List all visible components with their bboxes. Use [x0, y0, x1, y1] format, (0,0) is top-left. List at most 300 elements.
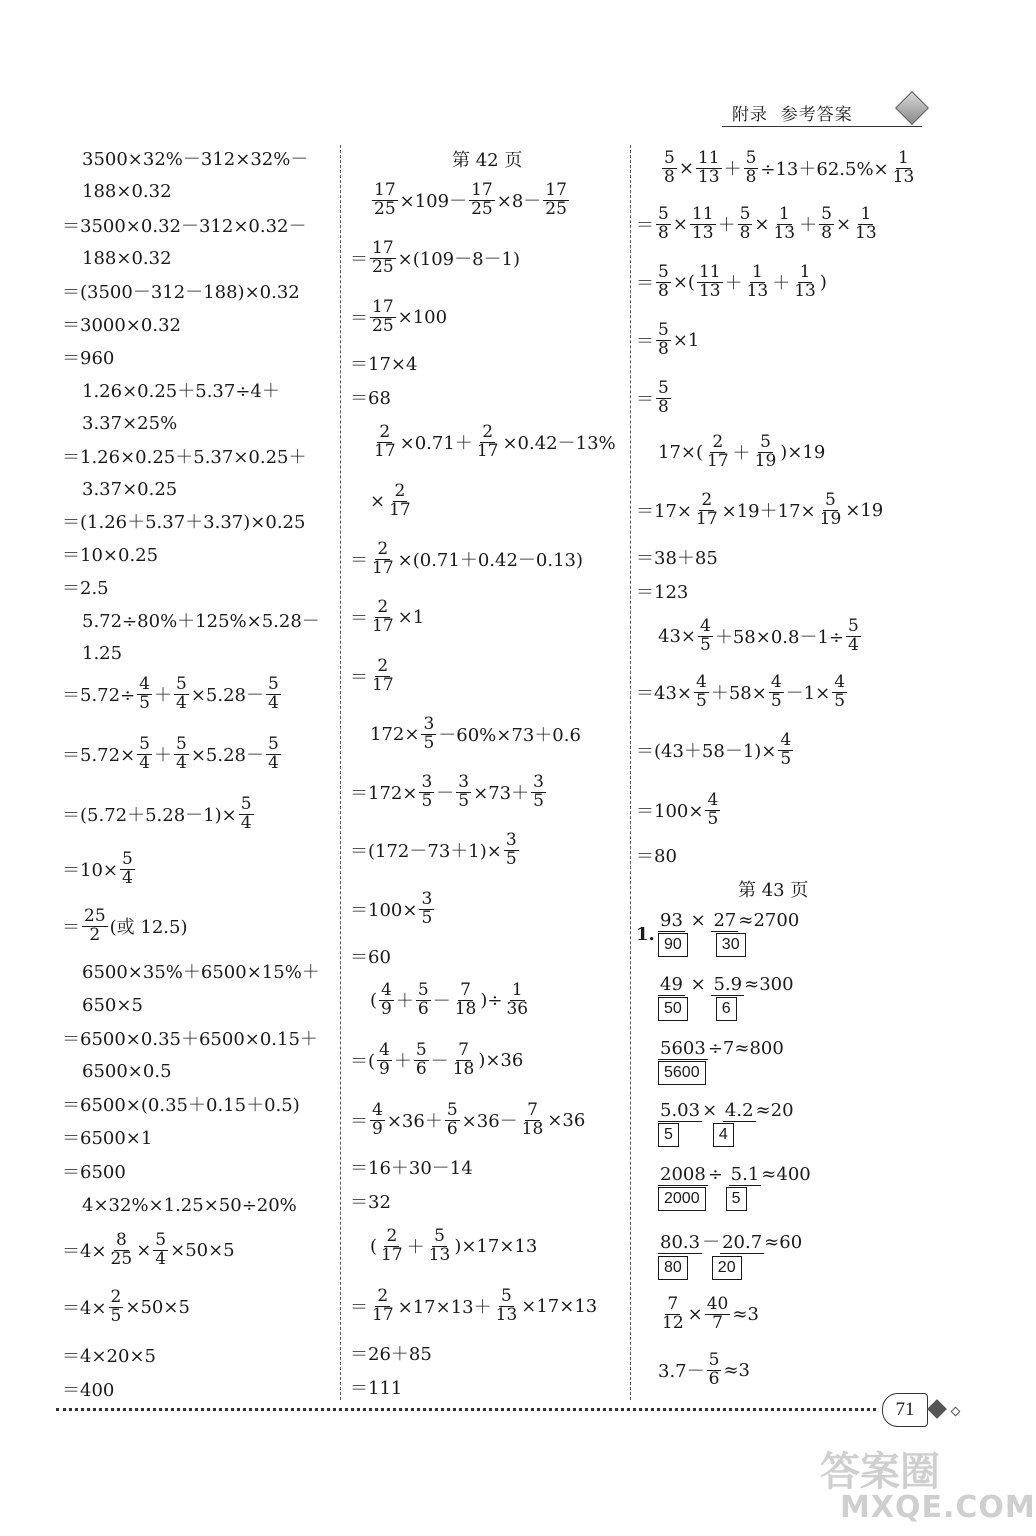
numerator: 4: [834, 671, 846, 692]
text-segment: ＝5.72×: [62, 745, 136, 766]
fraction: [660, 1293, 686, 1333]
operator: ×: [690, 974, 706, 995]
text-segment: ×: [672, 213, 688, 235]
equation-line: [370, 418, 616, 466]
numerator: 5: [501, 1285, 512, 1306]
text-line: ＝111: [350, 1378, 403, 1399]
numerator: 5: [821, 203, 832, 224]
page-number: 71: [882, 1393, 928, 1427]
operand: 20.7: [722, 1232, 763, 1253]
equation-line: [658, 612, 863, 660]
estimate-item: [658, 1228, 802, 1280]
equation-line: [350, 768, 548, 816]
fraction: [662, 147, 677, 187]
equation-line: [658, 428, 825, 476]
numerator: 3: [505, 829, 517, 850]
text-segment: ＝: [350, 550, 368, 571]
equation-line: [370, 710, 581, 758]
numerator: 5: [434, 1225, 445, 1246]
denominator: 5: [696, 690, 707, 711]
text-segment: ×100: [397, 306, 448, 328]
numerator: 4: [379, 1039, 390, 1060]
estimate-box: 5: [658, 1123, 679, 1147]
watermark-url: MXQE.COM: [840, 1490, 1036, 1525]
text-segment: ×109－: [399, 191, 468, 212]
text-segment: ＝(172－73＋1)×: [350, 841, 502, 862]
denominator: 8: [658, 222, 669, 243]
denominator: 17: [374, 440, 396, 461]
watermark-logo: 答案圈: [820, 1449, 940, 1495]
text-segment: )×19: [780, 441, 826, 463]
denominator: 12: [662, 1312, 684, 1333]
text-segment: ＋: [406, 1237, 425, 1258]
text-line: ＝400: [62, 1380, 115, 1401]
numerator: 5: [417, 979, 429, 1000]
fraction: [137, 733, 152, 773]
numerator: 11: [697, 147, 720, 168]
estimate-box: 50: [658, 997, 688, 1021]
text-segment: ＝(5.72＋5.28－1)×: [62, 805, 237, 826]
numerator: 5: [446, 1099, 458, 1120]
equation-line: [636, 726, 795, 774]
result: ≈20: [755, 1100, 794, 1121]
fraction: [738, 203, 753, 243]
text-segment: (: [370, 989, 378, 1011]
estimate-item: [658, 1100, 794, 1147]
text-segment: ≈3: [723, 1359, 751, 1381]
text-segment: ＝: [636, 331, 654, 352]
text-segment: ÷13＋62.5%×: [760, 159, 889, 180]
fraction: [520, 1099, 546, 1139]
fraction: [504, 829, 519, 869]
operand: 49: [660, 974, 683, 995]
fraction: [696, 147, 722, 187]
estimate-item: [658, 1038, 784, 1085]
estimate-box: 2000: [658, 1187, 706, 1211]
text-line: ＝(3500－312－188)×0.32: [62, 282, 300, 303]
operator: ×: [702, 1100, 718, 1121]
denominator: 5: [707, 808, 719, 829]
denominator: 18: [521, 1118, 544, 1139]
numerator: 17: [372, 237, 394, 258]
text-line: ＝26＋85: [350, 1344, 432, 1365]
denominator: 25: [372, 256, 394, 277]
text-segment: ×19＋17×: [721, 501, 816, 522]
text-line: 650×5: [82, 994, 143, 1016]
fraction: [414, 1039, 429, 1079]
denominator: 25: [545, 198, 567, 219]
text-line: 3500×32%－312×32%－: [82, 149, 309, 170]
header-text: 附录 参考答案: [732, 105, 853, 125]
denominator: 2: [89, 924, 101, 945]
fraction: [370, 538, 396, 578]
text-line: ＝6500: [62, 1162, 126, 1183]
text-line: ＝68: [350, 388, 391, 409]
denominator: 5: [139, 692, 150, 713]
equation-line: [62, 902, 188, 950]
page-heading: 第 42 页: [452, 150, 523, 171]
text-line: ＝(1.26＋5.37＋3.37)×0.25: [62, 512, 306, 533]
equation-line: [350, 826, 521, 874]
fraction: [792, 261, 818, 301]
equation-line: [62, 845, 137, 893]
numerator: 1: [799, 261, 811, 282]
denominator: 25: [372, 315, 394, 336]
fraction: [174, 673, 189, 713]
denominator: 6: [708, 1368, 720, 1389]
text-segment: ＋: [154, 685, 172, 706]
question-number: 1.: [636, 924, 655, 945]
equation-line: [62, 1226, 235, 1274]
fraction: [705, 789, 720, 829]
fraction: [370, 296, 396, 336]
text-line: 6500×0.5: [82, 1060, 172, 1082]
fraction: [82, 905, 108, 945]
text-segment: ×73＋: [473, 783, 530, 804]
denominator: 4: [240, 812, 252, 833]
text-line: 5.72÷80%＋125%×5.28－: [82, 611, 320, 632]
numerator: 3: [423, 713, 435, 734]
fraction: [690, 203, 716, 243]
fraction: [109, 1286, 124, 1326]
column-1: [0, 0, 340, 1536]
fraction: [656, 377, 671, 417]
numerator: 5: [122, 848, 133, 869]
numerator: 4: [700, 615, 711, 636]
numerator: 5: [658, 261, 669, 282]
fraction: [504, 979, 530, 1019]
equation-line: [636, 316, 699, 364]
numerator: 5: [658, 203, 669, 224]
equation-line: [350, 885, 436, 933]
denominator: 8: [658, 396, 669, 417]
operand: 5603: [660, 1038, 706, 1059]
numerator: 25: [84, 905, 106, 926]
numerator: 2: [377, 1285, 389, 1306]
numerator: 1: [898, 147, 909, 168]
numerator: 4: [696, 671, 707, 692]
text-segment: ＝: [636, 273, 654, 294]
numerator: 40: [706, 1293, 729, 1314]
denominator: 4: [847, 634, 859, 655]
equation-line: [636, 668, 849, 716]
fraction: [753, 431, 779, 471]
text-segment: ＝: [350, 667, 368, 688]
text-line: ＝60: [350, 947, 391, 968]
numerator: 1: [778, 203, 790, 224]
numerator: 5: [745, 147, 757, 168]
numerator: 11: [698, 261, 721, 282]
fraction: [416, 979, 431, 1019]
text-line: ＝6500×1: [62, 1128, 153, 1149]
fraction: [832, 671, 847, 711]
equation-line: [350, 652, 398, 700]
denominator: 4: [155, 1248, 167, 1269]
denominator: 7: [712, 1312, 723, 1333]
text-segment: ×8－: [496, 191, 542, 212]
estimate-box: 90: [658, 933, 688, 957]
denominator: 5: [421, 790, 433, 811]
text-segment: ＝: [62, 917, 80, 938]
text-segment: ＝(43＋58－1)×: [636, 741, 777, 762]
text-segment: ×1: [672, 329, 700, 351]
text-segment: ×50×5: [170, 1239, 235, 1261]
numerator: 3: [458, 771, 470, 792]
text-segment: (: [370, 1235, 378, 1257]
text-segment: ＋: [799, 215, 818, 236]
numerator: 1: [860, 203, 872, 224]
numerator: 2: [712, 431, 724, 452]
fraction: [891, 147, 917, 187]
numerator: 5: [664, 147, 675, 168]
result: ≈800: [734, 1038, 784, 1059]
denominator: 25: [374, 198, 396, 219]
equation-line: [62, 1283, 190, 1331]
fraction: [769, 671, 784, 711]
text-line: 1.26×0.25＋5.37÷4＋: [82, 381, 280, 402]
fraction: [543, 179, 569, 219]
text-segment: －1×: [785, 683, 831, 704]
numerator: 3: [533, 771, 544, 792]
numerator: 5: [658, 377, 669, 398]
text-segment: 43×: [658, 625, 696, 647]
numerator: 8: [115, 1229, 127, 1250]
text-segment: ＝100×: [636, 801, 704, 822]
denominator: 13: [691, 222, 714, 243]
operand: 27: [713, 910, 737, 931]
fraction: [694, 671, 709, 711]
denominator: 5: [421, 907, 433, 928]
text-line: 3.37×0.25: [82, 478, 178, 500]
estimate-box: 30: [716, 933, 746, 957]
text-line: ＝3000×0.32: [62, 315, 181, 336]
text-segment: ≈3: [732, 1303, 759, 1325]
equation-line: [636, 486, 883, 534]
equation-line: [636, 374, 673, 422]
text-segment: ＝100×: [350, 900, 418, 921]
text-segment: (或 12.5): [109, 917, 188, 938]
footer-diamond-icon: [927, 1399, 947, 1419]
column-2: [340, 0, 630, 1536]
fraction: [819, 203, 834, 243]
equation-line: [370, 477, 415, 525]
fraction: [419, 771, 434, 811]
denominator: 8: [658, 280, 669, 301]
equation-line: [350, 293, 447, 341]
fraction: [370, 655, 396, 695]
fraction: [372, 421, 398, 461]
denominator: 17: [372, 674, 394, 695]
text-segment: )×36: [478, 1049, 524, 1071]
denominator: 8: [739, 222, 751, 243]
result: ≈300: [744, 974, 794, 995]
text-segment: ×(109－8－1): [397, 249, 521, 270]
operator: －: [702, 1232, 721, 1253]
numerator: 5: [268, 733, 279, 754]
equation-line: [658, 1346, 750, 1394]
text-segment: ＋: [732, 443, 751, 464]
text-segment: )×17×13: [454, 1235, 538, 1257]
text-segment: ×36: [547, 1109, 586, 1131]
numerator: 2: [379, 421, 391, 442]
denominator: 13: [794, 280, 816, 301]
denominator: 13: [892, 166, 915, 187]
denominator: 6: [446, 1118, 458, 1139]
fraction: [846, 615, 861, 655]
fraction: [174, 733, 189, 773]
estimate-box: 5: [726, 1187, 747, 1211]
numerator: 2: [377, 596, 389, 617]
fraction: [137, 673, 152, 713]
text-segment: ): [819, 271, 827, 293]
text-segment: ＝: [636, 389, 654, 410]
text-line: ＝6500×0.35＋6500×0.15＋: [62, 1029, 318, 1050]
fraction: [531, 771, 546, 811]
denominator: 9: [381, 998, 392, 1019]
fraction: [707, 1349, 722, 1389]
fraction: [656, 203, 671, 243]
fraction: [451, 1039, 477, 1079]
denominator: 17: [696, 508, 718, 529]
numerator: 3: [421, 771, 433, 792]
numerator: 5: [176, 733, 187, 754]
estimate-item: [658, 1164, 811, 1211]
page-heading: 第 43 页: [738, 880, 809, 901]
denominator: 5: [458, 790, 470, 811]
text-line: 188×0.32: [82, 180, 172, 202]
denominator: 17: [381, 1244, 403, 1265]
text-segment: ＋: [393, 1051, 412, 1072]
text-segment: ＝43×: [636, 683, 692, 704]
numerator: 4: [372, 1099, 383, 1120]
result: ≈60: [764, 1232, 803, 1253]
numerator: 4: [139, 673, 150, 694]
denominator: 5: [110, 1305, 122, 1326]
fraction: [853, 203, 879, 243]
fraction: [120, 848, 135, 888]
fraction: [698, 615, 713, 655]
numerator: 2: [386, 1225, 398, 1246]
numerator: 4: [770, 671, 782, 692]
denominator: 13: [746, 280, 769, 301]
text-segment: ＝4×: [62, 1241, 107, 1262]
text-segment: ＋58×0.8－1÷: [714, 627, 844, 648]
fraction: [372, 179, 398, 219]
numerator: 5: [825, 489, 836, 510]
text-segment: ×5.28－: [190, 745, 264, 766]
text-segment: ＝5.72÷: [62, 685, 136, 706]
numerator: 5: [708, 1349, 720, 1370]
text-segment: ×17×13＋: [397, 1297, 492, 1318]
text-line: ＝32: [350, 1192, 391, 1213]
text-segment: ×: [835, 213, 852, 235]
text-line: 4×32%×1.25×50÷20%: [82, 1194, 297, 1216]
text-segment: ＝: [350, 1297, 368, 1318]
text-line: ＝4×20×5: [62, 1346, 156, 1367]
numerator: 2: [110, 1286, 122, 1307]
numerator: 4: [780, 729, 792, 750]
fraction: [475, 421, 501, 461]
fraction: [379, 1225, 405, 1265]
text-segment: 3.7－: [658, 1361, 705, 1382]
denominator: 5: [770, 690, 782, 711]
text-segment: ×19: [845, 499, 884, 521]
operand: 93: [660, 910, 683, 931]
text-line: ＝123: [636, 582, 689, 603]
denominator: 19: [754, 450, 777, 471]
numerator: 2: [482, 421, 494, 442]
fraction: [387, 480, 413, 520]
equation-line: [62, 730, 283, 778]
denominator: 5: [505, 848, 517, 869]
operand: 2008: [660, 1164, 706, 1185]
denominator: 4: [122, 867, 133, 888]
text-segment: ＋: [724, 273, 743, 294]
numerator: 5: [739, 203, 751, 224]
result: ≈2700: [738, 910, 800, 931]
text-segment: ×5.28－: [190, 685, 264, 706]
numerator: 7: [460, 979, 471, 1000]
numerator: 2: [394, 480, 406, 501]
equation-line: [658, 1290, 759, 1338]
text-segment: ×1: [397, 606, 425, 628]
denominator: 17: [389, 499, 411, 520]
text-line: ＝16＋30－14: [350, 1158, 473, 1179]
denominator: 5: [423, 732, 435, 753]
text-segment: ＝: [636, 215, 654, 236]
fraction: [771, 203, 797, 243]
fraction: [445, 1099, 460, 1139]
denominator: 6: [415, 1058, 427, 1079]
denominator: 4: [176, 692, 187, 713]
operand: 5.1: [730, 1164, 760, 1185]
text-line: ＝6500×(0.35＋0.15＋0.5): [62, 1095, 300, 1116]
fraction: [778, 729, 793, 769]
numerator: 5: [240, 793, 252, 814]
text-segment: ×36－: [461, 1111, 518, 1132]
text-line: 6500×35%＋6500×15%＋: [82, 962, 320, 983]
denominator: 9: [379, 1058, 390, 1079]
estimate-box: 80: [658, 1256, 688, 1280]
numerator: 7: [458, 1039, 469, 1060]
estimate-item: [658, 910, 799, 957]
numerator: 17: [545, 179, 567, 200]
fraction: [379, 979, 394, 1019]
text-line: ＝2.5: [62, 578, 109, 599]
operand: 5.9: [713, 974, 743, 995]
denominator: 13: [697, 166, 720, 187]
text-segment: ＋58×: [710, 683, 767, 704]
fraction: [370, 1099, 385, 1139]
denominator: 5: [780, 748, 792, 769]
text-segment: ×: [678, 157, 694, 179]
footer-dotted-rule: [56, 1408, 876, 1411]
denominator: 17: [372, 615, 394, 636]
denominator: 8: [658, 338, 669, 359]
numerator: 4: [381, 979, 392, 1000]
denominator: 17: [372, 557, 394, 578]
equation-line: [62, 790, 256, 838]
footer-small-diamond-icon: [951, 1407, 961, 1417]
numerator: 1: [751, 261, 763, 282]
numerator: 5: [415, 1039, 427, 1060]
text-segment: ×(0.71＋0.42－0.13): [397, 550, 584, 571]
text-segment: ×: [687, 1303, 703, 1325]
equation-line: [350, 234, 520, 282]
numerator: 5: [139, 733, 150, 754]
text-segment: 17×(: [658, 441, 704, 463]
numerator: 2: [701, 489, 713, 510]
